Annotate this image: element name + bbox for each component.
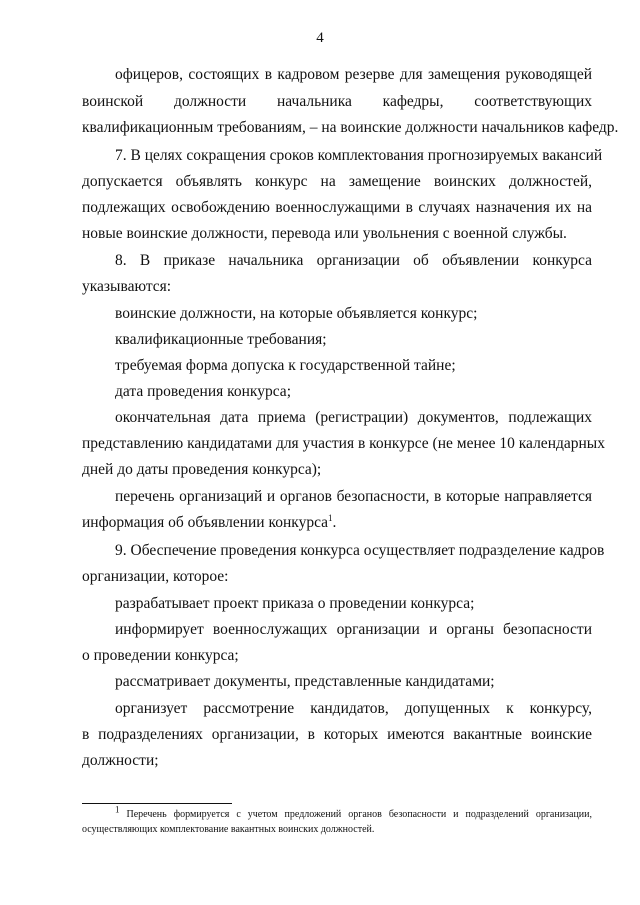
paragraph-line: 8. В приказе начальника организации об объявлении конкурса bbox=[115, 252, 592, 269]
list-item: должности; bbox=[82, 752, 159, 769]
list-item: воинские должности, на которые объявляется конкурс; bbox=[115, 305, 478, 322]
footnote-marker: 1 bbox=[115, 804, 120, 815]
list-item: требуемая форма допуска к государственной тайне; bbox=[115, 357, 456, 374]
list-item: квалификационные требования; bbox=[115, 331, 327, 348]
list-item: в подразделениях организации, в которых имеются вакантные воинские bbox=[82, 726, 592, 743]
paragraph-line: организации, которое: bbox=[82, 568, 229, 585]
footnote-divider bbox=[82, 803, 232, 804]
paragraph-line: указываются: bbox=[82, 278, 172, 295]
paragraph-line: квалификационным требованиям, – на воинские должности начальников кафедр. bbox=[82, 119, 619, 136]
footnote-ref: 1 bbox=[328, 512, 333, 523]
paragraph-line: 7. В целях сокращения сроков комплектования прогнозируемых вакансий bbox=[115, 147, 603, 164]
list-item: рассматривает документы, представленные кандидатами; bbox=[115, 673, 495, 690]
footnote bbox=[115, 804, 593, 822]
footnote-line: осуществляющих комплектование вакантных воинских должностей. bbox=[82, 824, 375, 835]
paragraph-line: новые воинские должности, перевода или увольнения с военной службы. bbox=[82, 225, 567, 242]
paragraph-line: воинской должности начальника кафедры, соответствующих bbox=[82, 93, 592, 110]
list-item: дней до даты проведения конкурса); bbox=[82, 461, 322, 478]
list-item: окончательная дата приема (регистрации) документов, подлежащих bbox=[115, 409, 592, 426]
list-item: информирует военнослужащих организации и органы безопасности bbox=[115, 621, 592, 638]
paragraph-line: допускается объявлять конкурс на замещение воинских должностей, bbox=[82, 173, 592, 190]
list-item bbox=[82, 513, 592, 533]
list-item: представлению кандидатами для участия в конкурсе (не менее 10 календарных bbox=[82, 435, 605, 452]
list-item: разрабатывает проект приказа о проведении конкурса; bbox=[115, 595, 475, 612]
paragraph-text: информация об объявлении конкурса bbox=[82, 514, 329, 531]
list-item: дата проведения конкурса; bbox=[115, 383, 291, 400]
paragraph-line: офицеров, состоящих в кадровом резерве для замещения руководящей bbox=[115, 66, 592, 83]
list-item: перечень организаций и органов безопасности, в которые направляется bbox=[115, 488, 592, 505]
page-number: 4 bbox=[316, 30, 324, 46]
footnote-text: Перечень формируется с учетом предложений органов безопасности и подразделений организации, bbox=[126, 809, 593, 820]
list-item: о проведении конкурса; bbox=[82, 647, 239, 664]
paragraph-line: 9. Обеспечение проведения конкурса осуществляет подразделение кадров bbox=[115, 542, 605, 559]
list-item: организует рассмотрение кандидатов, допущенных к конкурсу, bbox=[115, 700, 592, 717]
paragraph-tail: . bbox=[332, 514, 337, 531]
paragraph-line: подлежащих освобождению военнослужащими в случаях назначения их на bbox=[82, 199, 592, 216]
